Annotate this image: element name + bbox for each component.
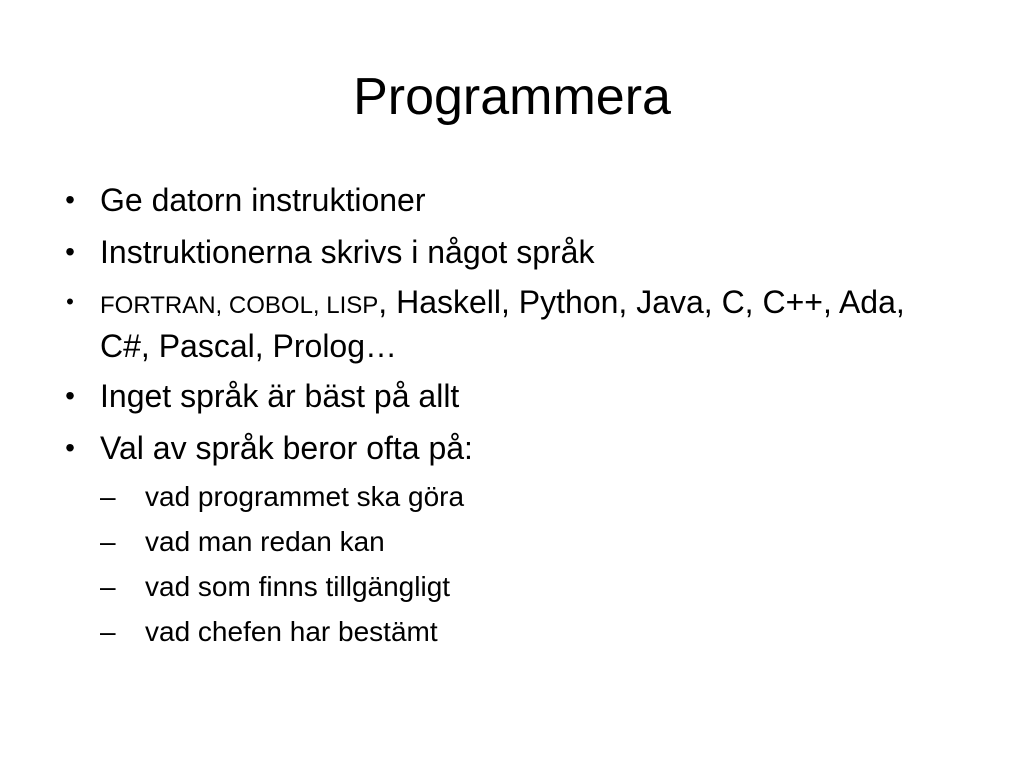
- bullet-text: Val av språk beror ofta på:: [100, 430, 473, 466]
- bullet-marker: •: [65, 432, 75, 463]
- subbullet-item: [100, 478, 1000, 516]
- bullet-marker: •: [65, 236, 75, 267]
- subbullet-text: vad programmet ska göra: [145, 481, 465, 512]
- bullet-item: [60, 426, 960, 470]
- subbullet-item: [100, 613, 1000, 651]
- bullet-text: Instruktionerna skrivs i något språk: [100, 234, 595, 270]
- bullet-marker: •: [65, 184, 75, 215]
- bullet-list: [60, 178, 960, 658]
- bullet-text: Ge datorn instruktioner: [100, 182, 426, 218]
- subbullet-text: vad chefen har bestämt: [145, 616, 438, 647]
- subbullet-marker: –: [100, 616, 116, 647]
- subbullet-item: [100, 523, 1000, 561]
- subbullet-text: vad som finns tillgängligt: [145, 571, 451, 602]
- bullet-item: [60, 230, 960, 274]
- bullet-item: [60, 282, 960, 366]
- bullet-text: , Haskell, Python, Java, C, C++, Ada, C#, Pascal, Prolog…: [100, 284, 905, 364]
- bullet-item: [60, 178, 960, 222]
- bullet-marker: •: [66, 289, 74, 314]
- subbullet-marker: –: [100, 526, 116, 557]
- subbullet-list: [100, 478, 1000, 651]
- bullet-marker: •: [65, 380, 75, 411]
- slide-title: Programmera: [353, 68, 671, 126]
- subbullet-text: vad man redan kan: [145, 526, 385, 557]
- subbullet-item: [100, 568, 1000, 606]
- bullet-text-small: FORTRAN, COBOL, LISP: [100, 292, 379, 319]
- bullet-text: Inget språk är bäst på allt: [100, 378, 460, 414]
- bullet-item: [60, 374, 960, 418]
- subbullet-marker: –: [100, 481, 116, 512]
- subbullet-marker: –: [100, 571, 116, 602]
